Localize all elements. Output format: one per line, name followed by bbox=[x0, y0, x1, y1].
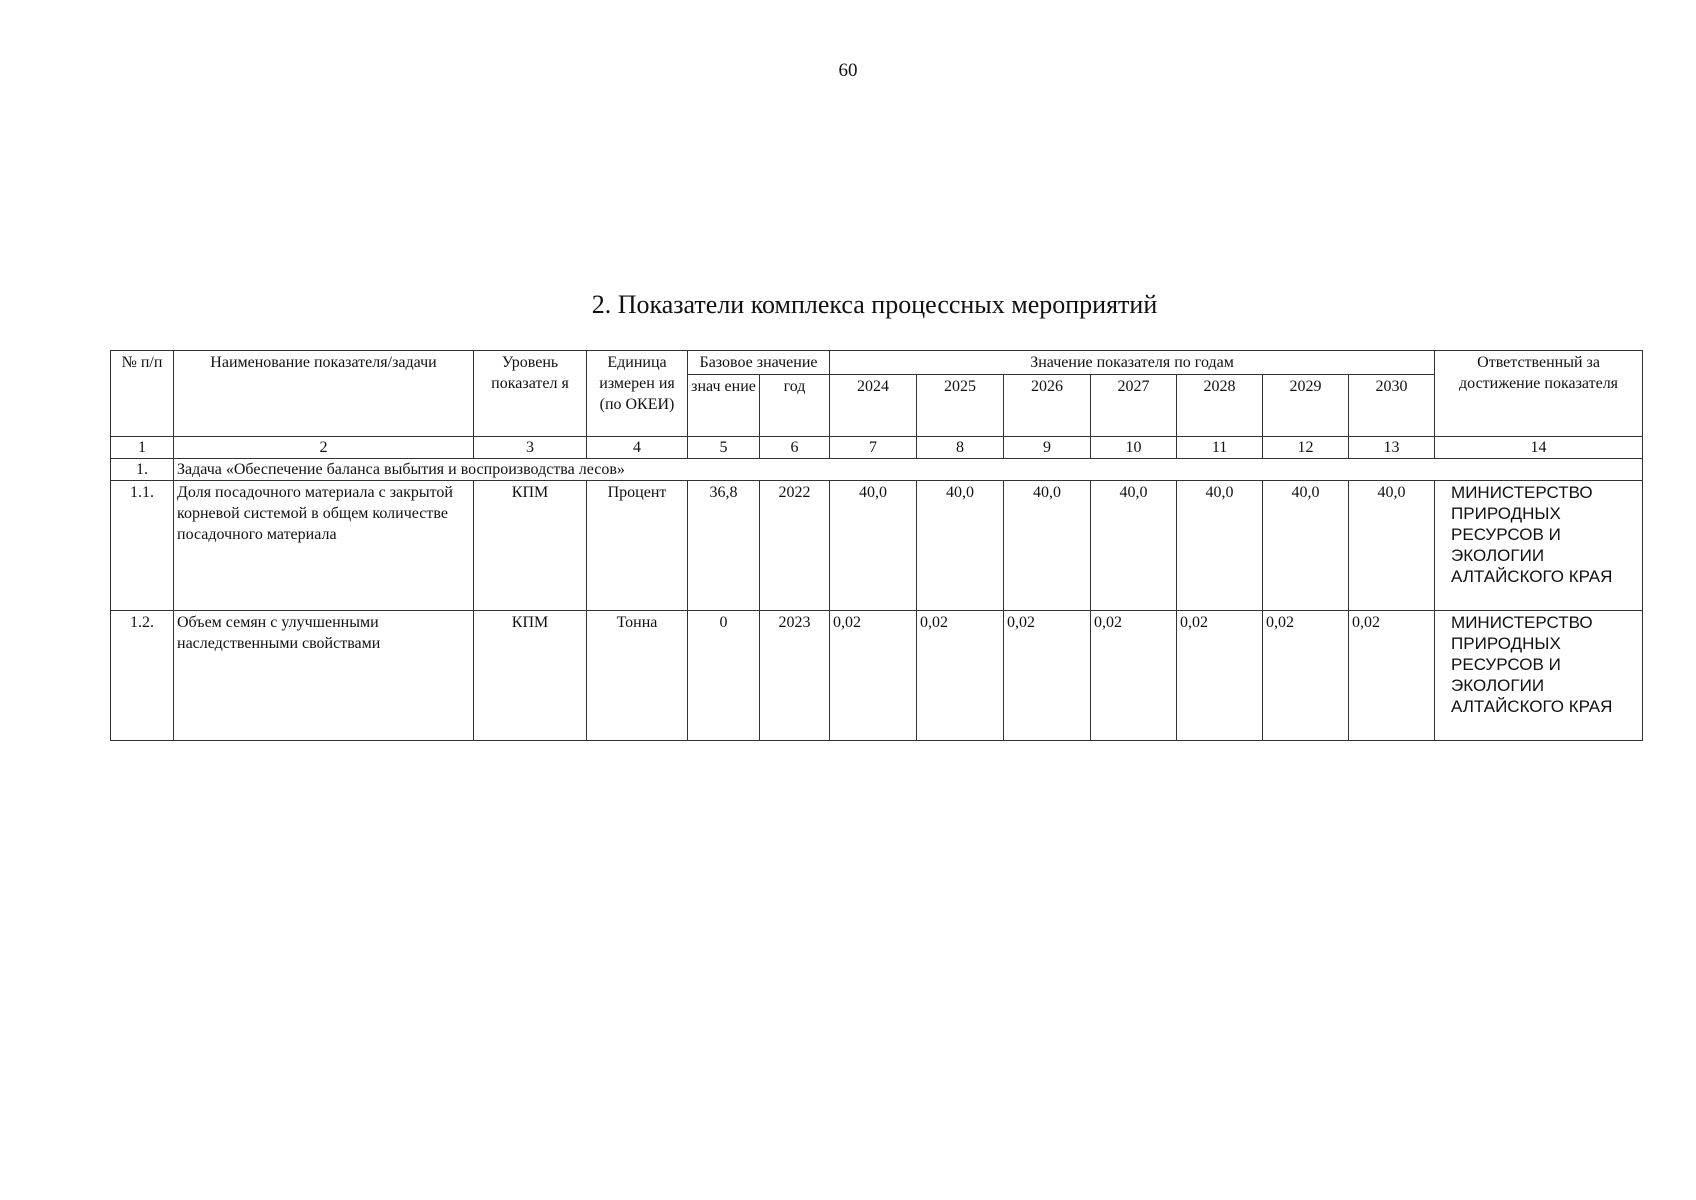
row-base-year: 2023 bbox=[760, 611, 830, 741]
row-value-2026: 40,0 bbox=[1004, 481, 1091, 611]
column-number: 10 bbox=[1091, 437, 1177, 459]
header-level: Уровень показател я bbox=[474, 351, 587, 437]
column-number: 5 bbox=[688, 437, 760, 459]
task-text: Задача «Обеспечение баланса выбытия и воспроизводства лесов» bbox=[174, 459, 1643, 481]
header-year-2028: 2028 bbox=[1177, 375, 1263, 437]
row-base-value: 0 bbox=[688, 611, 760, 741]
header-num: № п/п bbox=[111, 351, 174, 437]
row-num: 1.1. bbox=[111, 481, 174, 611]
column-number: 8 bbox=[917, 437, 1004, 459]
row-value-2028: 0,02 bbox=[1177, 611, 1263, 741]
row-value-2030: 40,0 bbox=[1349, 481, 1435, 611]
header-year-2030: 2030 bbox=[1349, 375, 1435, 437]
table-row bbox=[111, 481, 1643, 611]
header-name: Наименование показателя/задачи bbox=[174, 351, 474, 437]
column-number: 14 bbox=[1435, 437, 1643, 459]
column-number: 6 bbox=[760, 437, 830, 459]
header-base-value: знач ение bbox=[688, 375, 760, 437]
row-value-2029: 0,02 bbox=[1263, 611, 1349, 741]
row-value-2029: 40,0 bbox=[1263, 481, 1349, 611]
header-year-2027: 2027 bbox=[1091, 375, 1177, 437]
header-row bbox=[111, 351, 1643, 375]
row-num: 1.2. bbox=[111, 611, 174, 741]
indicators-table bbox=[110, 350, 1643, 741]
column-number: 4 bbox=[587, 437, 688, 459]
row-value-2024: 40,0 bbox=[830, 481, 917, 611]
row-name: Доля посадочного материала с закрытой корневой системой в общем количестве посадочного материала bbox=[174, 481, 474, 611]
header-year-2029: 2029 bbox=[1263, 375, 1349, 437]
column-number: 13 bbox=[1349, 437, 1435, 459]
task-num: 1. bbox=[111, 459, 174, 481]
row-level: КПМ bbox=[474, 611, 587, 741]
column-number: 3 bbox=[474, 437, 587, 459]
row-base-value: 36,8 bbox=[688, 481, 760, 611]
column-number: 12 bbox=[1263, 437, 1349, 459]
row-value-2025: 0,02 bbox=[917, 611, 1004, 741]
task-row bbox=[111, 459, 1643, 481]
column-number: 11 bbox=[1177, 437, 1263, 459]
header-year-2025: 2025 bbox=[917, 375, 1004, 437]
header-year-2024: 2024 bbox=[830, 375, 917, 437]
header-responsible: Ответственный за достижение показателя bbox=[1435, 351, 1643, 437]
header-year-2026: 2026 bbox=[1004, 375, 1091, 437]
page-number: 60 bbox=[838, 60, 858, 81]
row-name: Объем семян с улучшенными наследственными свойствами bbox=[174, 611, 474, 741]
row-unit: Процент bbox=[587, 481, 688, 611]
column-number-row bbox=[111, 437, 1643, 459]
row-level: КПМ bbox=[474, 481, 587, 611]
row-value-2027: 0,02 bbox=[1091, 611, 1177, 741]
header-unit: Единица измерен ия (по ОКЕИ) bbox=[587, 351, 688, 437]
header-years-group: Значение показателя по годам bbox=[830, 351, 1435, 375]
column-number: 7 bbox=[830, 437, 917, 459]
row-responsible: МИНИСТЕРСТВО ПРИРОДНЫХ РЕСУРСОВ И ЭКОЛОГИИ АЛТАЙСКОГО КРАЯ bbox=[1435, 481, 1643, 611]
row-responsible: МИНИСТЕРСТВО ПРИРОДНЫХ РЕСУРСОВ И ЭКОЛОГИИ АЛТАЙСКОГО КРАЯ bbox=[1435, 611, 1643, 741]
row-value-2025: 40,0 bbox=[917, 481, 1004, 611]
row-value-2024: 0,02 bbox=[830, 611, 917, 741]
row-value-2030: 0,02 bbox=[1349, 611, 1435, 741]
column-number: 1 bbox=[111, 437, 174, 459]
row-value-2027: 40,0 bbox=[1091, 481, 1177, 611]
column-number: 2 bbox=[174, 437, 474, 459]
row-base-year: 2022 bbox=[760, 481, 830, 611]
section-title: 2. Показатели комплекса процессных мероприятий bbox=[591, 290, 1158, 319]
header-base-year: год bbox=[760, 375, 830, 437]
header-base: Базовое значение bbox=[688, 351, 830, 375]
table-row bbox=[111, 611, 1643, 741]
column-number: 9 bbox=[1004, 437, 1091, 459]
row-unit: Тонна bbox=[587, 611, 688, 741]
row-value-2026: 0,02 bbox=[1004, 611, 1091, 741]
row-value-2028: 40,0 bbox=[1177, 481, 1263, 611]
